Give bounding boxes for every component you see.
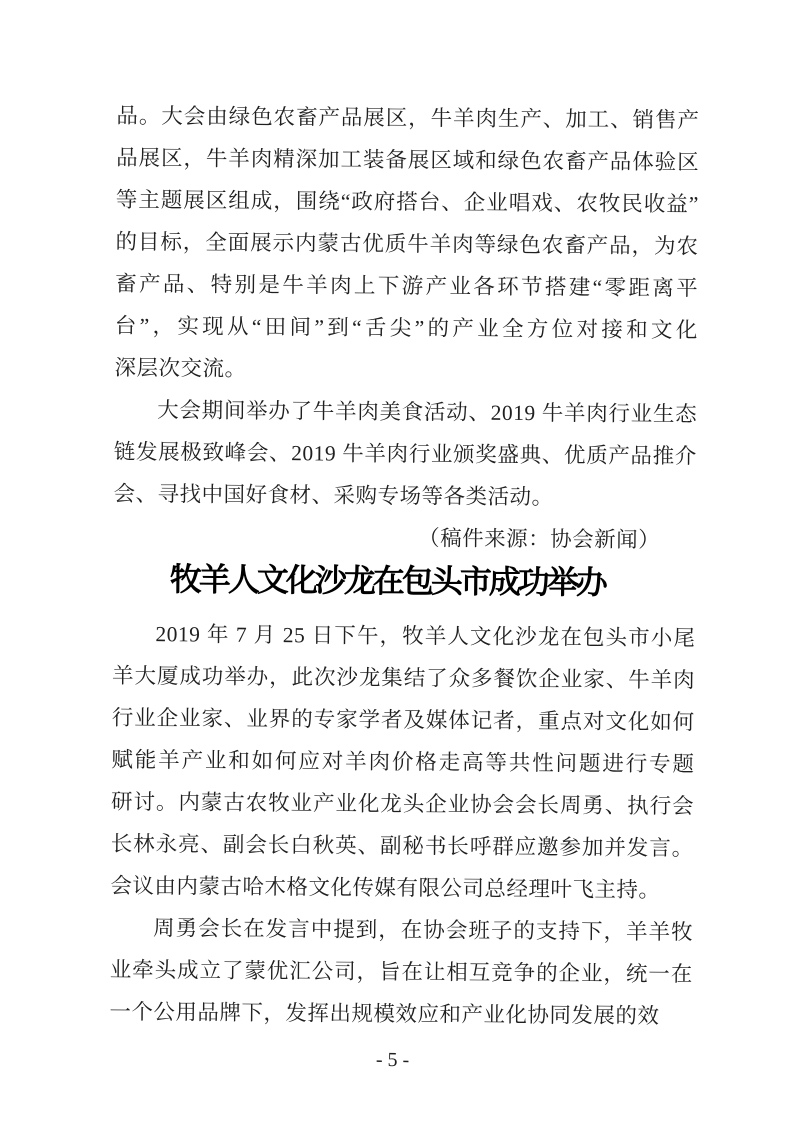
text-line: 大会期间举办了牛羊肉美食活动、2019 牛羊肉行业生态 xyxy=(157,398,698,427)
source-attribution: （稿件来源：协会新闻） xyxy=(418,526,661,553)
text-line: 研讨。内蒙古农牧业产业化龙头企业协会会长周勇、执行会 xyxy=(111,789,695,819)
article-title: 牧羊人文化沙龙在包头市成功举办 xyxy=(169,561,605,601)
text-line: 链发展极致峰会、2019 牛羊肉行业颁奖盛典、优质产品推介 xyxy=(113,439,697,469)
text-line: 畜产品、特别是牛羊肉上下游产业各环节搭建“零距离平 xyxy=(115,271,699,301)
text-line: 长林永亮、副会长白秋英、副秘书长呼群应邀参加并发言。 xyxy=(110,831,694,861)
text-line: 深层次交流。 xyxy=(114,355,247,381)
text-line: 品。大会由绿色农畜产品展区，牛羊肉生产、加工、销售产 xyxy=(116,103,700,133)
paragraph-zhouyong-speech xyxy=(109,907,693,1038)
text-line: 会、寻找中国好食材、采购专场等各类活动。 xyxy=(113,481,554,510)
text-line: 等主题展区组成，围绕“政府搭台、企业唱戏、农牧民收益” xyxy=(115,187,699,217)
paragraph-expo-events xyxy=(113,389,697,520)
text-line: 台”，实现从“田间”到“舌尖”的产业全方位对接和文化 xyxy=(114,313,698,343)
article-body xyxy=(109,95,699,1038)
text-line: 业牵头成立了蒙优汇公司，旨在让相互竞争的企业，统一在 xyxy=(109,957,693,987)
paragraph-expo-continuation xyxy=(114,95,699,394)
text-line: 羊大厦成功举办，此次沙龙集结了众多餐饮企业家、牛羊肉 xyxy=(111,663,696,693)
text-line: 2019 年 7 月 25 日下午，牧羊人文化沙龙在包头市小尾 xyxy=(155,622,696,651)
text-line: 品展区，牛羊肉精深加工装备展区域和绿色农畜产品体验区 xyxy=(116,145,700,175)
text-line: 行业企业家、业界的专家学者及媒体记者，重点对文化如何 xyxy=(111,705,695,735)
text-line: 的目标，全面展示内蒙古优质牛羊肉等绿色农畜产品，为农 xyxy=(115,229,699,259)
paragraph-salon-intro xyxy=(110,613,695,912)
text-line: 赋能羊产业和如何应对羊肉价格走高等共性问题进行专题 xyxy=(111,747,695,777)
text-line: 一个公用品牌下，发挥出规模效应和产业化协同发展的效 xyxy=(109,999,660,1029)
text-line: 周勇会长在发言中提到，在协会班子的支持下，羊羊牧 xyxy=(153,916,694,945)
text-line: 会议由内蒙古哈木格文化传媒有限公司总经理叶飞主持。 xyxy=(110,873,661,903)
page-number: - 5 - xyxy=(375,1048,410,1072)
